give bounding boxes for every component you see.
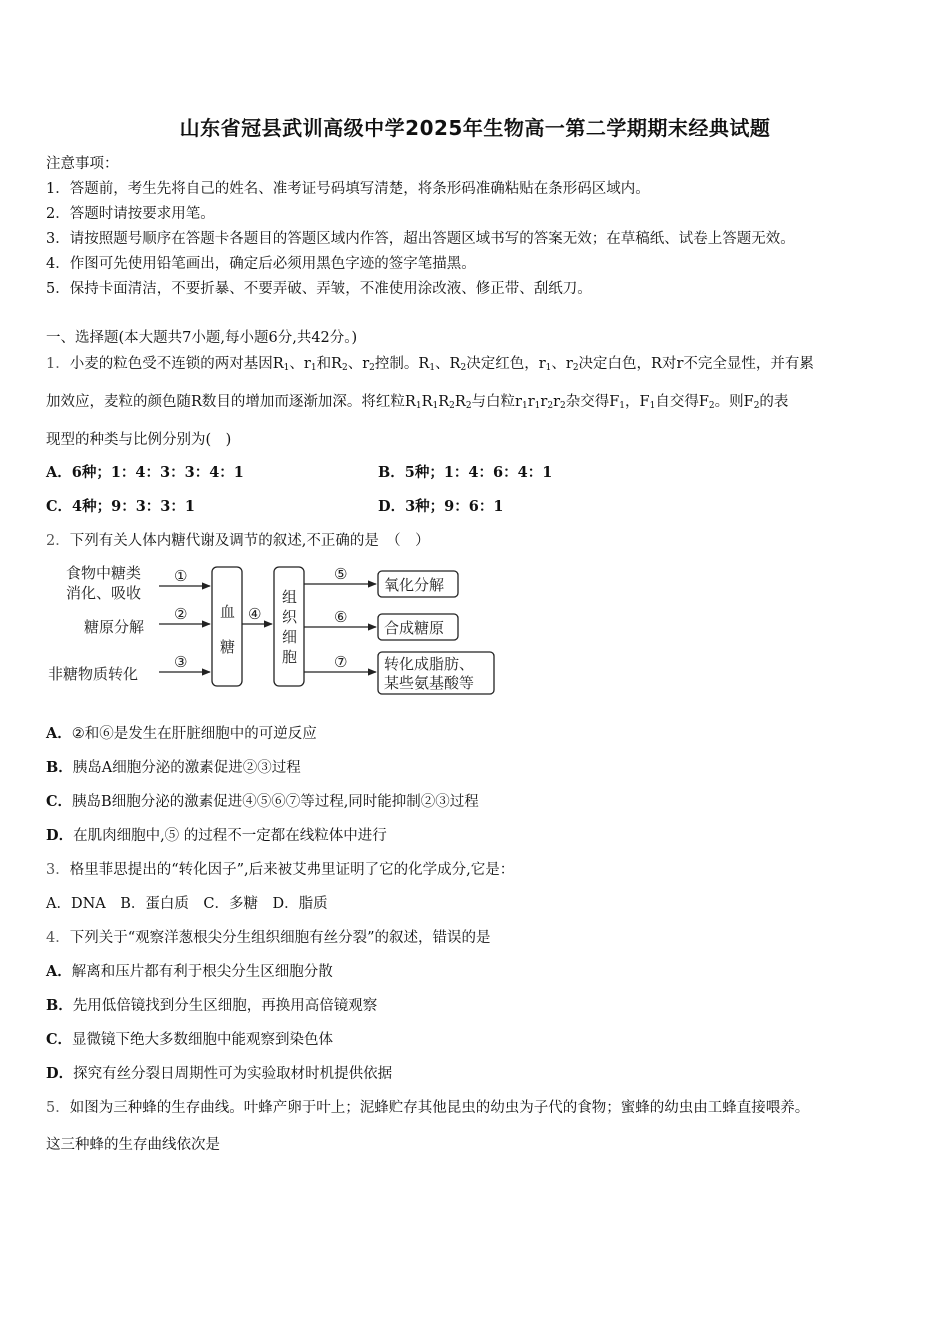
notice-item-1: 1．答题前，考生先将自己的姓名、准考证号码填写清楚，将条形码准确粘贴在条形码区域内。 — [46, 181, 650, 197]
subscript: 2 — [341, 363, 348, 373]
q1-text: 。则F — [714, 394, 754, 410]
q3-options: A．DNA B．蛋白质 C．多糖 D．脂质 — [46, 896, 328, 912]
notice-item-4: 4．作图可先使用铅笔画出，确定后必须用黑色字迹的签字笔描黑。 — [46, 256, 476, 272]
blood-sugar-label-2: 糖 — [220, 638, 236, 656]
option-letter: D． — [46, 827, 74, 844]
q3-stem-text: 格里菲思提出的“转化因子”,后来被艾弗里证明了它的化学成分,它是： — [69, 862, 515, 878]
q4-option-c — [46, 1028, 333, 1049]
q1-number: 1． — [46, 356, 70, 372]
option-text: 探究有丝分裂日周期性可为实验取材时机提供依据 — [73, 1066, 393, 1082]
subscript: 1 — [429, 363, 436, 373]
q1-text: R — [421, 394, 433, 410]
q1-text: 自交得F — [655, 394, 709, 410]
subscript: 2 — [449, 401, 455, 411]
subscript: 2 — [572, 363, 579, 373]
q2-option-d — [46, 824, 387, 845]
tissue-cell-label-2: 织 — [282, 608, 298, 626]
subscript: 2 — [460, 363, 467, 373]
q1-option-c: C．4种；9：3：3：1 — [46, 498, 195, 515]
tissue-cell-label-1: 组 — [282, 588, 298, 606]
q1-text: r — [540, 394, 548, 410]
q5-number: 5． — [46, 1100, 70, 1116]
q1-text: ，F — [625, 394, 650, 410]
source-glycogen-label: 糖原分解 — [84, 618, 145, 636]
blood-sugar-label-1: 血 — [220, 603, 236, 621]
option-letter: C． — [46, 793, 73, 810]
step-1-label: ① — [174, 567, 188, 585]
step-6-label: ⑥ — [334, 608, 348, 626]
option-letter: A． — [46, 725, 72, 742]
q3-number: 3． — [46, 862, 70, 878]
q1-text: 的表 — [759, 394, 789, 410]
notice-item-3: 3．请按照题号顺序在答题卡各题目的答题区域内作答，超出答题区域书写的答案无效；在草稿纸、试卷上答题无效。 — [46, 231, 795, 247]
glucose-metabolism-diagram — [44, 562, 504, 702]
step-2-label: ② — [174, 605, 188, 623]
subscript: 2 — [753, 401, 760, 411]
q1-line-2 — [46, 390, 788, 411]
tissue-cell-label-3: 细 — [282, 628, 298, 646]
subscript: 2 — [465, 401, 472, 411]
option-text: 胰岛B细胞分泌的激素促进④⑤⑥⑦等过程,同时能抑制②③过程 — [72, 794, 479, 810]
step-5-label: ⑤ — [334, 565, 348, 583]
conversion-label-2: 某些氨基酸等 — [384, 674, 475, 692]
tissue-cell-box — [274, 567, 304, 686]
step-4-label: ④ — [248, 605, 262, 623]
q1-text: 杂交得F — [565, 394, 620, 410]
q1-text: 与白粒r — [471, 394, 522, 410]
q5-stem-2: 这三种蜂的生存曲线依次是 — [46, 1137, 220, 1153]
q1-option-b: B．5种；1：4：6：4：1 — [378, 464, 553, 481]
q2-option-c — [46, 790, 479, 811]
subscript: 2 — [547, 401, 554, 411]
q4-stem — [46, 926, 491, 947]
subscript: 2 — [708, 401, 715, 411]
subscript: 1 — [415, 401, 422, 411]
option-letter: C． — [46, 1031, 73, 1048]
q1-text: R — [454, 394, 466, 410]
subscript: 1 — [545, 363, 552, 373]
oxidation-label: 氧化分解 — [384, 576, 445, 594]
q2-stem — [46, 529, 430, 550]
q1-text: 、r — [289, 356, 311, 372]
subscript: 1 — [310, 363, 317, 373]
subscript: 1 — [283, 363, 290, 373]
subscript: 1 — [432, 401, 439, 411]
source-nonsugar-label: 非糖物质转化 — [48, 665, 139, 683]
q1-text: 、r — [347, 356, 370, 372]
subscript: 1 — [521, 401, 528, 411]
option-letter: D． — [46, 1065, 74, 1082]
source-food-label: 食物中糖类 — [66, 564, 142, 582]
q4-stem-text: 下列关于“观察洋葱根尖分生组织细胞有丝分裂”的叙述，错误的是 — [69, 930, 491, 946]
q4-number: 4． — [46, 930, 70, 946]
blood-sugar-box — [212, 567, 242, 686]
q5-stem — [46, 1096, 809, 1117]
q1-text: R — [438, 394, 450, 410]
subscript: 2 — [369, 363, 375, 373]
q4-option-b — [46, 994, 377, 1015]
q1-text: 决定白色，R对r不完全显性，并有累 — [578, 356, 814, 372]
q4-option-d — [46, 1062, 392, 1083]
conversion-label-1: 转化成脂肪、 — [384, 655, 475, 673]
q2-stem-text: 下列有关人体内糖代谢及调节的叙述,不正确的是 （ ） — [69, 533, 430, 549]
q1-text: 加效应，麦粒的颜色随R数目的增加而逐渐加深。将红粒R — [46, 394, 416, 410]
option-text: 显微镜下绝大多数细胞中能观察到染色体 — [72, 1032, 334, 1048]
tissue-cell-label-4: 胞 — [282, 648, 298, 666]
step-3-label: ③ — [174, 653, 188, 671]
q1-text: 、r — [551, 356, 573, 372]
subscript: 1 — [619, 401, 626, 411]
q1-text: 和R — [316, 356, 342, 372]
step-7-label: ⑦ — [334, 653, 348, 671]
q1-text: r — [553, 394, 560, 410]
source-digestion-label: 消化、吸收 — [66, 584, 142, 602]
q1-option-a: A．6种；1：4：3：3：4：1 — [46, 464, 244, 481]
subscript: 1 — [649, 401, 656, 411]
option-letter: A． — [46, 963, 72, 980]
option-letter: B． — [46, 997, 73, 1014]
subscript: 2 — [560, 401, 566, 411]
q1-line-3: 现型的种类与比例分别为( ) — [46, 432, 232, 448]
page-title: 山东省冠县武训高级中学2025年生物高一第二学期期末经典试题 — [179, 116, 771, 140]
option-text: ②和⑥是发生在肝脏细胞中的可逆反应 — [71, 726, 317, 742]
notice-item-5: 5．保持卡面清洁，不要折暴、不要弄破、弄皱，不准使用涂改液、修正带、刮纸刀。 — [46, 281, 592, 297]
q1-text: 、R — [435, 356, 461, 372]
option-letter: B． — [46, 759, 73, 776]
option-text: 先用低倍镜找到分生区细胞，再换用高倍镜观察 — [72, 998, 378, 1014]
q5-stem-text: 如图为三种蜂的生存曲线。叶蜂产卵于叶上；泥蜂贮存其他昆虫的幼虫为子代的食物；蜜蜂的幼虫由工蜂直接喂养。 — [69, 1100, 810, 1116]
option-text: 胰岛A细胞分泌的激素促进②③过程 — [72, 760, 301, 776]
subscript: 1 — [534, 401, 541, 411]
notice-item-2: 2．答题时请按要求用笔。 — [46, 206, 215, 222]
q2-number: 2． — [46, 533, 70, 549]
glycogen-synthesis-label: 合成糖原 — [384, 619, 445, 637]
q4-option-a — [46, 960, 333, 981]
option-text: 解离和压片都有利于根尖分生区细胞分散 — [71, 964, 333, 980]
q3-stem — [46, 858, 514, 879]
q1-line-1 — [46, 352, 814, 373]
q1-text: 小麦的粒色受不连锁的两对基因R — [69, 356, 284, 372]
section-heading: 一、选择题(本大题共7小题,每小题6分,共42分。) — [46, 330, 358, 346]
q2-option-b — [46, 756, 301, 777]
q1-text: r — [527, 394, 535, 410]
q1-text: 决定红色，r — [466, 356, 546, 372]
notice-heading: 注意事项： — [46, 156, 119, 172]
q1-text: 控制。R — [374, 356, 430, 372]
q2-option-a — [46, 722, 317, 743]
q1-option-d: D．3种；9：6：1 — [378, 498, 504, 515]
option-text: 在肌肉细胞中,⑤ 的过程不一定都在线粒体中进行 — [73, 828, 387, 844]
